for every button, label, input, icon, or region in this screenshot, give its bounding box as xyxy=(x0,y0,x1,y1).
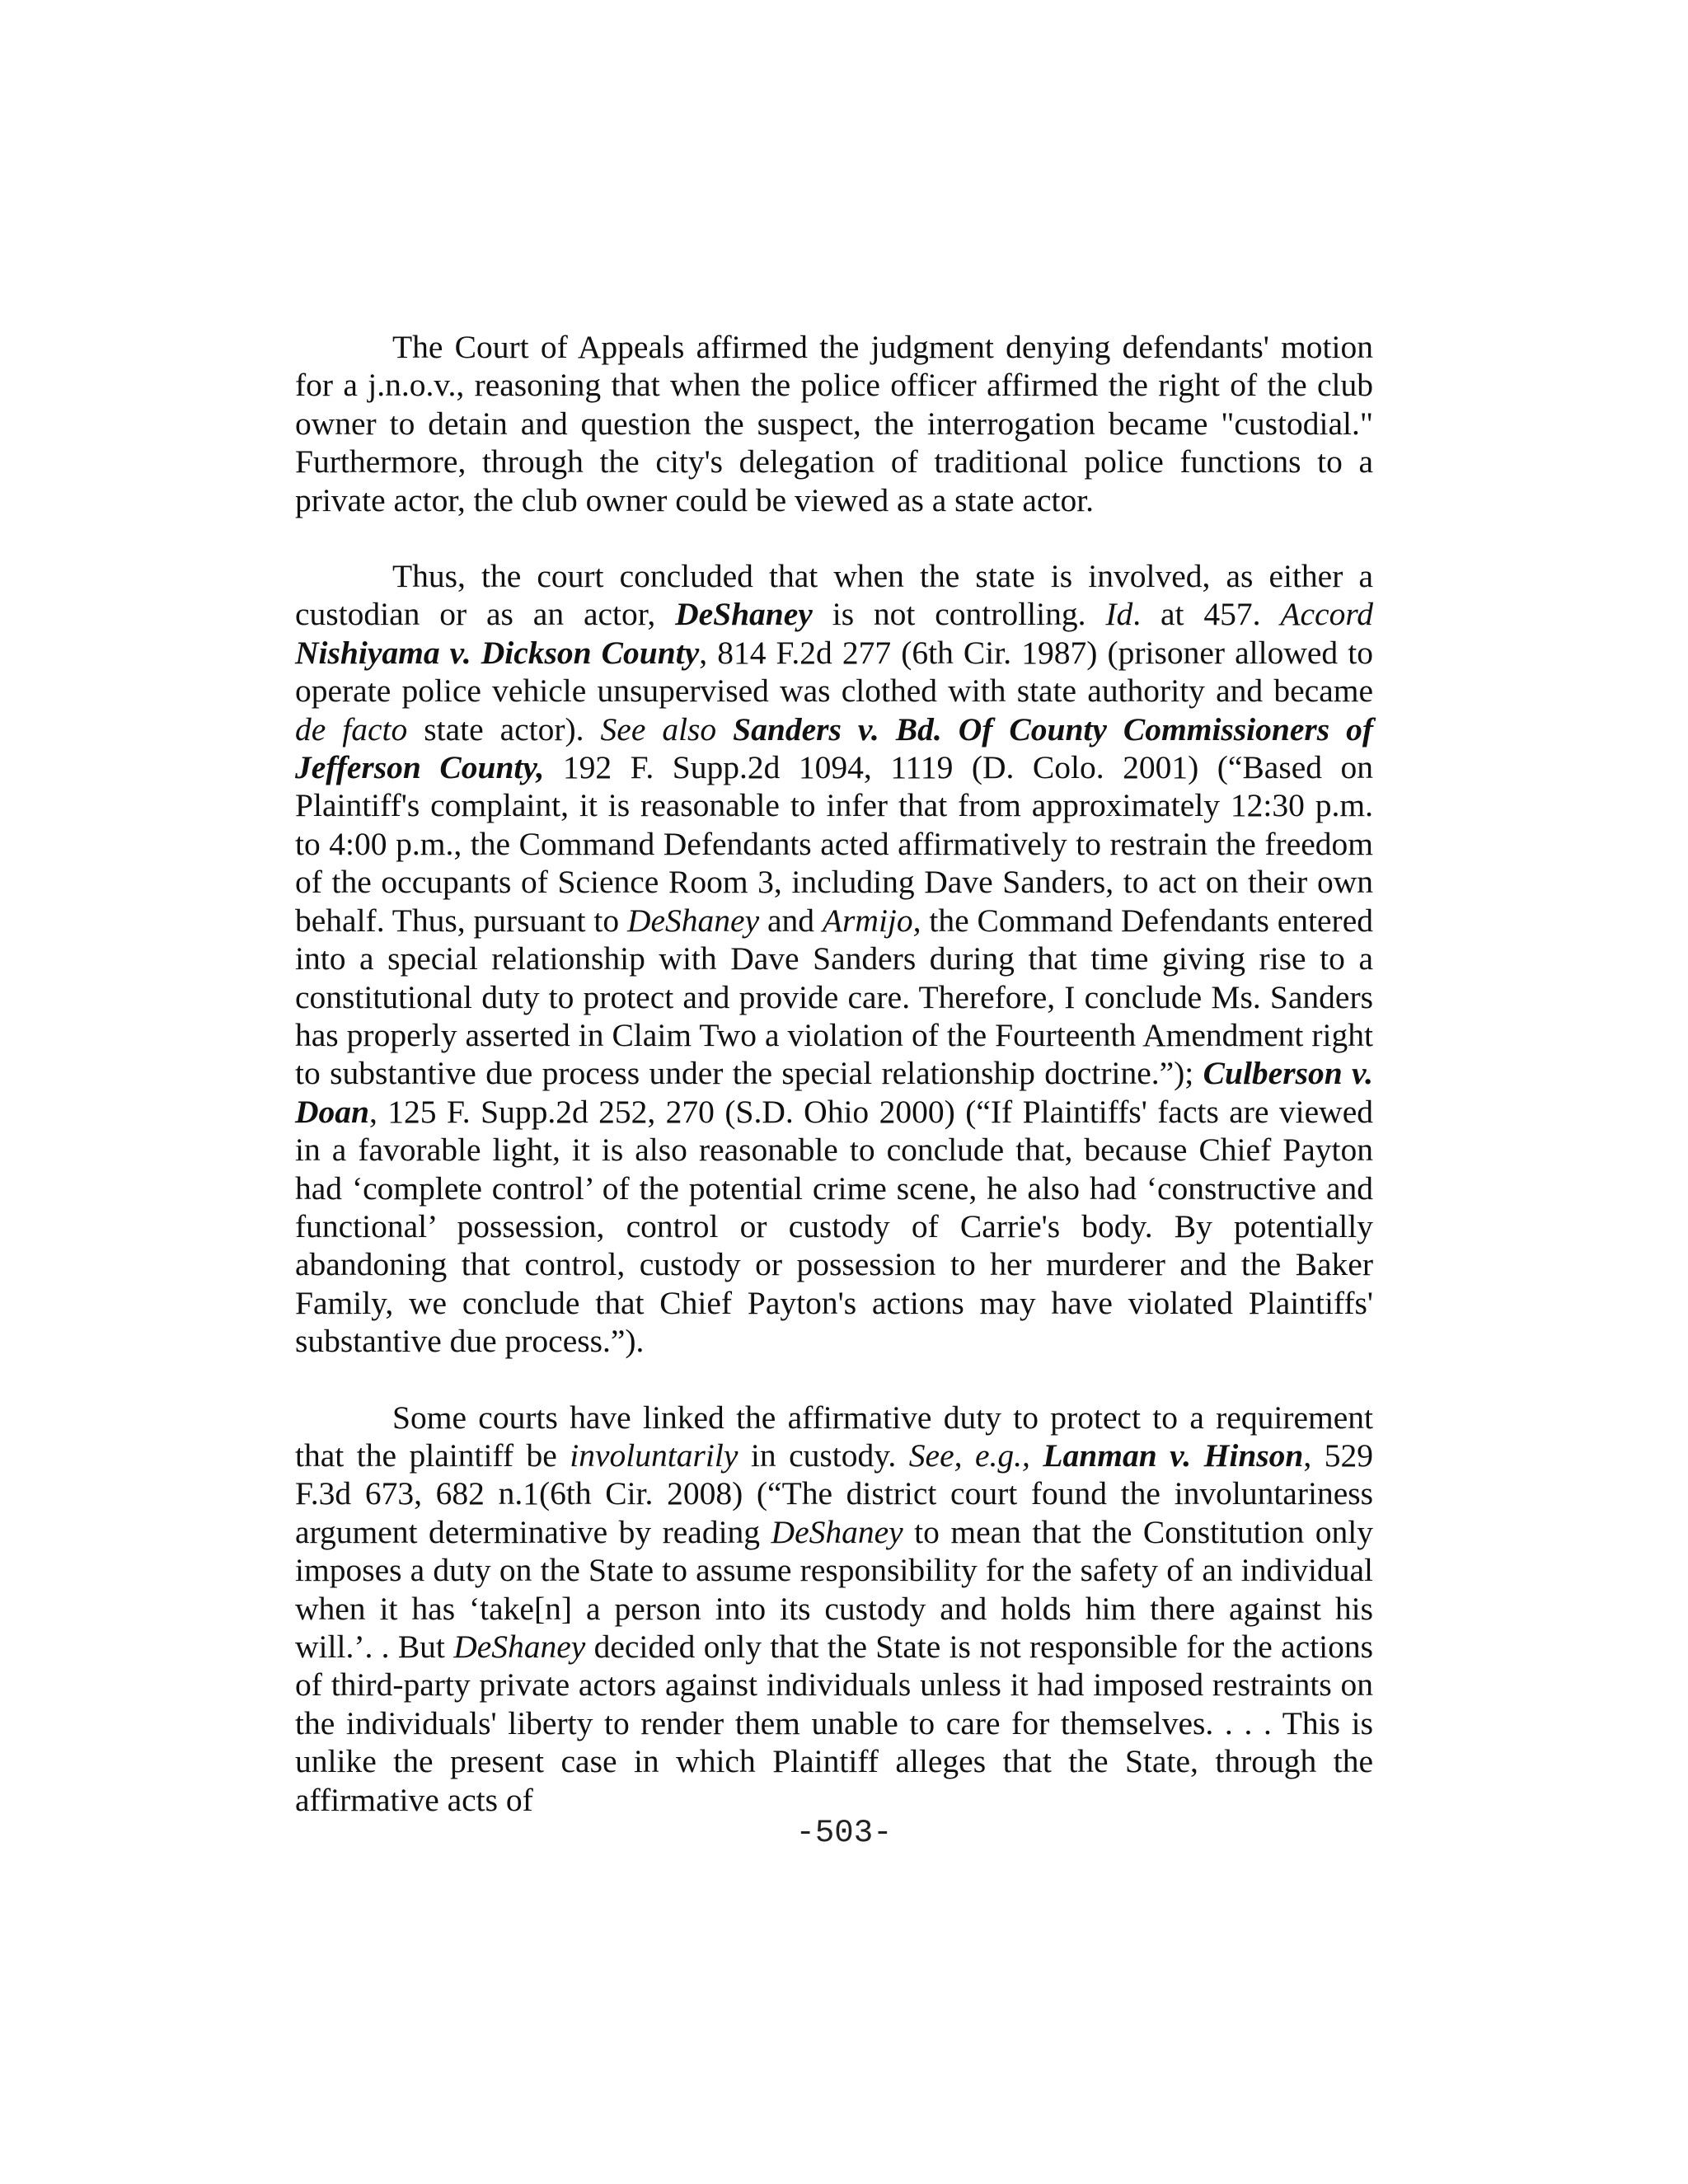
text-run: Id xyxy=(1105,596,1133,633)
text-run: Culberson v. Doan xyxy=(295,1055,1373,1130)
text-run: in custody. xyxy=(738,1436,909,1474)
text-run: Some courts have linked the affirmative duty to protect to a requirement that the plaintiff be xyxy=(295,1399,1373,1474)
text-run: See also xyxy=(600,710,734,748)
text-run: DeShaney xyxy=(453,1629,586,1665)
page-number: -503- xyxy=(795,1815,893,1851)
text-run: 192 F. Supp.2d 1094, 1119 (D. Colo. 2001) (“Based on Plaintiff's complaint, it is reasonable to infer that from approximately 12:30 p.m. to 4:00 p.m., the Command Defendants acted affirmatively to restrain the freedom of the occupants of Science Room 3, including Dave Sanders, to act on their own behalf. Thus, pursuant to xyxy=(295,749,1373,939)
text-run: DeShaney xyxy=(627,902,760,939)
document-body xyxy=(295,328,1373,1819)
text-run: state actor). xyxy=(407,710,601,748)
text-run xyxy=(1030,1437,1043,1474)
text-run: and xyxy=(759,902,823,939)
text-run: Accord xyxy=(1280,596,1373,633)
text-run: decided only that the State is not responsible for the actions of third-party private actors against individuals unless it had imposed restraints on the individuals' liberty to render them unable to care for themselves. . . . This is unlike the present case in which Plaintiff alleges that the State, through the affirmative acts of xyxy=(295,1629,1373,1818)
text-run: Thus, the court concluded that when the state is involved, as either a custodian or as an actor, xyxy=(295,558,1373,633)
text-run: DeShaney xyxy=(771,1513,903,1550)
paragraph-2 xyxy=(295,557,1373,1361)
text-run: de facto xyxy=(295,710,408,748)
text-run: is not controlling. xyxy=(812,596,1106,633)
text-run: , 529 F.3d 673, 682 n.1(6th Cir. 2008) (“The district court found the involuntariness argument determinative by reading xyxy=(295,1436,1373,1550)
text-run: , 125 F. Supp.2d 252, 270 (S.D. Ohio 2000) (“If Plaintiffs' facts are viewed in a favorable light, it is also reasonable to conclude that, because Chief Payton had ‘complete control’ of the potential crime scene, he also had ‘constructive and functional’ possession, control or custody of Carrie's body. By potentially abandoning that control, custody or possession to her murderer and the Baker Family, we conclude that Chief Payton's actions may have violated Plaintiffs' substantive due process.”). xyxy=(295,1093,1373,1360)
text-run: Lanman v. Hinson xyxy=(1043,1436,1304,1474)
text-run: The Court of Appeals affirmed the judgment denying defendants' motion for a j.n.o.v., reasoning that when the police officer affirmed the right of the club owner to detain and question the suspect, the interrogation became "custodial." Furthermore, through the city's delegation of traditional police functions to a private actor, the club owner could be viewed as a state actor. xyxy=(295,329,1373,518)
text-run: Armijo, xyxy=(822,902,921,939)
paragraph-1 xyxy=(295,328,1373,519)
text-run: DeShaney xyxy=(675,596,813,633)
text-run: Nishiyama v. Dickson County xyxy=(295,634,700,671)
text-run: involuntarily xyxy=(570,1436,738,1474)
paragraph-3 xyxy=(295,1399,1373,1819)
text-run: Sanders v. Bd. Of County Commissioners of Jefferson County, xyxy=(295,710,1374,786)
text-run: , 814 F.2d 277 (6th Cir. 1987) (prisoner allowed to operate police vehicle unsupervised was clothed with state authority and became xyxy=(295,634,1373,710)
text-run: the Command Defendants entered into a special relationship with Dave Sanders during that time giving rise to a constitutional duty to protect and provide care. Therefore, I conclude Ms. Sanders has properly asserted in Claim Two a violation of the Fourteenth Amendment right to substantive due process under the special relationship doctrine.”); xyxy=(295,902,1373,1092)
text-run: See, e.g., xyxy=(908,1436,1030,1474)
text-run: . at 457. xyxy=(1132,596,1281,633)
text-run: to mean that the Constitution only imposes a duty on the State to assume responsibility for the safety of an individual when it has ‘take[n] a person into its custody and holds him there against his will.’. . But xyxy=(295,1513,1373,1665)
